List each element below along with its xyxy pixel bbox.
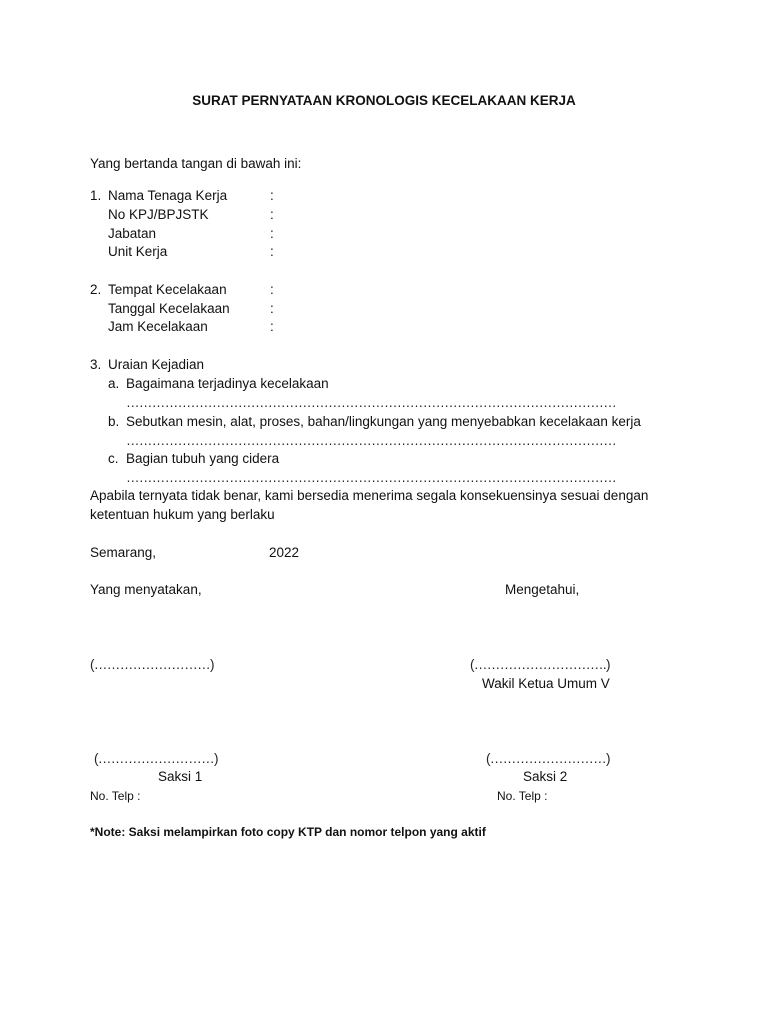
- intro-text: Yang bertanda tangan di bawah ini:: [90, 156, 302, 171]
- field-colon: :: [270, 188, 274, 203]
- statement-line-2: ketentuan hukum yang berlaku: [90, 507, 275, 522]
- field-label-jabatan: Jabatan: [108, 226, 157, 241]
- place-label: Semarang,: [90, 545, 157, 560]
- year-label: 2022: [269, 545, 300, 560]
- right-signature-blank: (………………………….): [470, 657, 610, 672]
- statement-line-1: Apabila ternyata tidak benar, kami bersedia menerima segala konsekuensinya sesuai dengan: [90, 488, 649, 503]
- item-text-c: Bagian tubuh yang cidera: [126, 451, 280, 466]
- witness2-phone: No. Telp :: [497, 789, 548, 803]
- section1-number: 1.: [90, 188, 102, 203]
- item-text-a: Bagaimana terjadinya kecelakaan: [126, 376, 329, 391]
- left-signatory-label: Yang menyatakan,: [90, 582, 202, 597]
- field-label-tanggal: Tanggal Kecelakaan: [108, 301, 230, 316]
- item-letter-b: b.: [108, 414, 120, 429]
- dotted-line-c: ……………………………………………………………………………………………………: [126, 470, 617, 485]
- section2-number: 2.: [90, 282, 102, 297]
- field-label-tempat: Tempat Kecelakaan: [108, 282, 227, 297]
- field-colon: :: [270, 282, 274, 297]
- witness1-phone: No. Telp :: [90, 789, 141, 803]
- item-letter-c: c.: [108, 451, 119, 466]
- item-text-b: Sebutkan mesin, alat, proses, bahan/lingkungan yang menyebabkan kecelakaan kerja: [126, 414, 641, 429]
- item-letter-a: a.: [108, 376, 120, 391]
- field-label-nama: Nama Tenaga Kerja: [108, 188, 228, 203]
- dotted-line-a: ……………………………………………………………………………………………………: [126, 395, 617, 410]
- section3-number: 3.: [90, 357, 102, 372]
- witness1-label: Saksi 1: [158, 769, 203, 784]
- document-title: SURAT PERNYATAAN KRONOLOGIS KECELAKAAN KERJA: [192, 93, 576, 108]
- right-signatory-title: Wakil Ketua Umum V: [482, 676, 610, 691]
- note-text: *Note: Saksi melampirkan foto copy KTP dan nomor telpon yang aktif: [90, 825, 486, 839]
- witness2-label: Saksi 2: [523, 769, 568, 784]
- witness1-signature-blank: (………………………): [94, 751, 218, 766]
- field-colon: :: [270, 226, 274, 241]
- right-signatory-label: Mengetahui,: [505, 582, 580, 597]
- left-signature-blank: (………………………): [90, 657, 214, 672]
- field-colon: :: [270, 319, 274, 334]
- field-label-unit: Unit Kerja: [108, 244, 168, 259]
- dotted-line-b: ……………………………………………………………………………………………………: [126, 433, 617, 448]
- field-colon: :: [270, 244, 274, 259]
- section3-heading: Uraian Kejadian: [108, 357, 205, 372]
- field-colon: :: [270, 207, 274, 222]
- field-label-kpj: No KPJ/BPJSTK: [108, 207, 209, 222]
- field-colon: :: [270, 301, 274, 316]
- witness2-signature-blank: (………………………): [486, 751, 610, 766]
- field-label-jam: Jam Kecelakaan: [108, 319, 208, 334]
